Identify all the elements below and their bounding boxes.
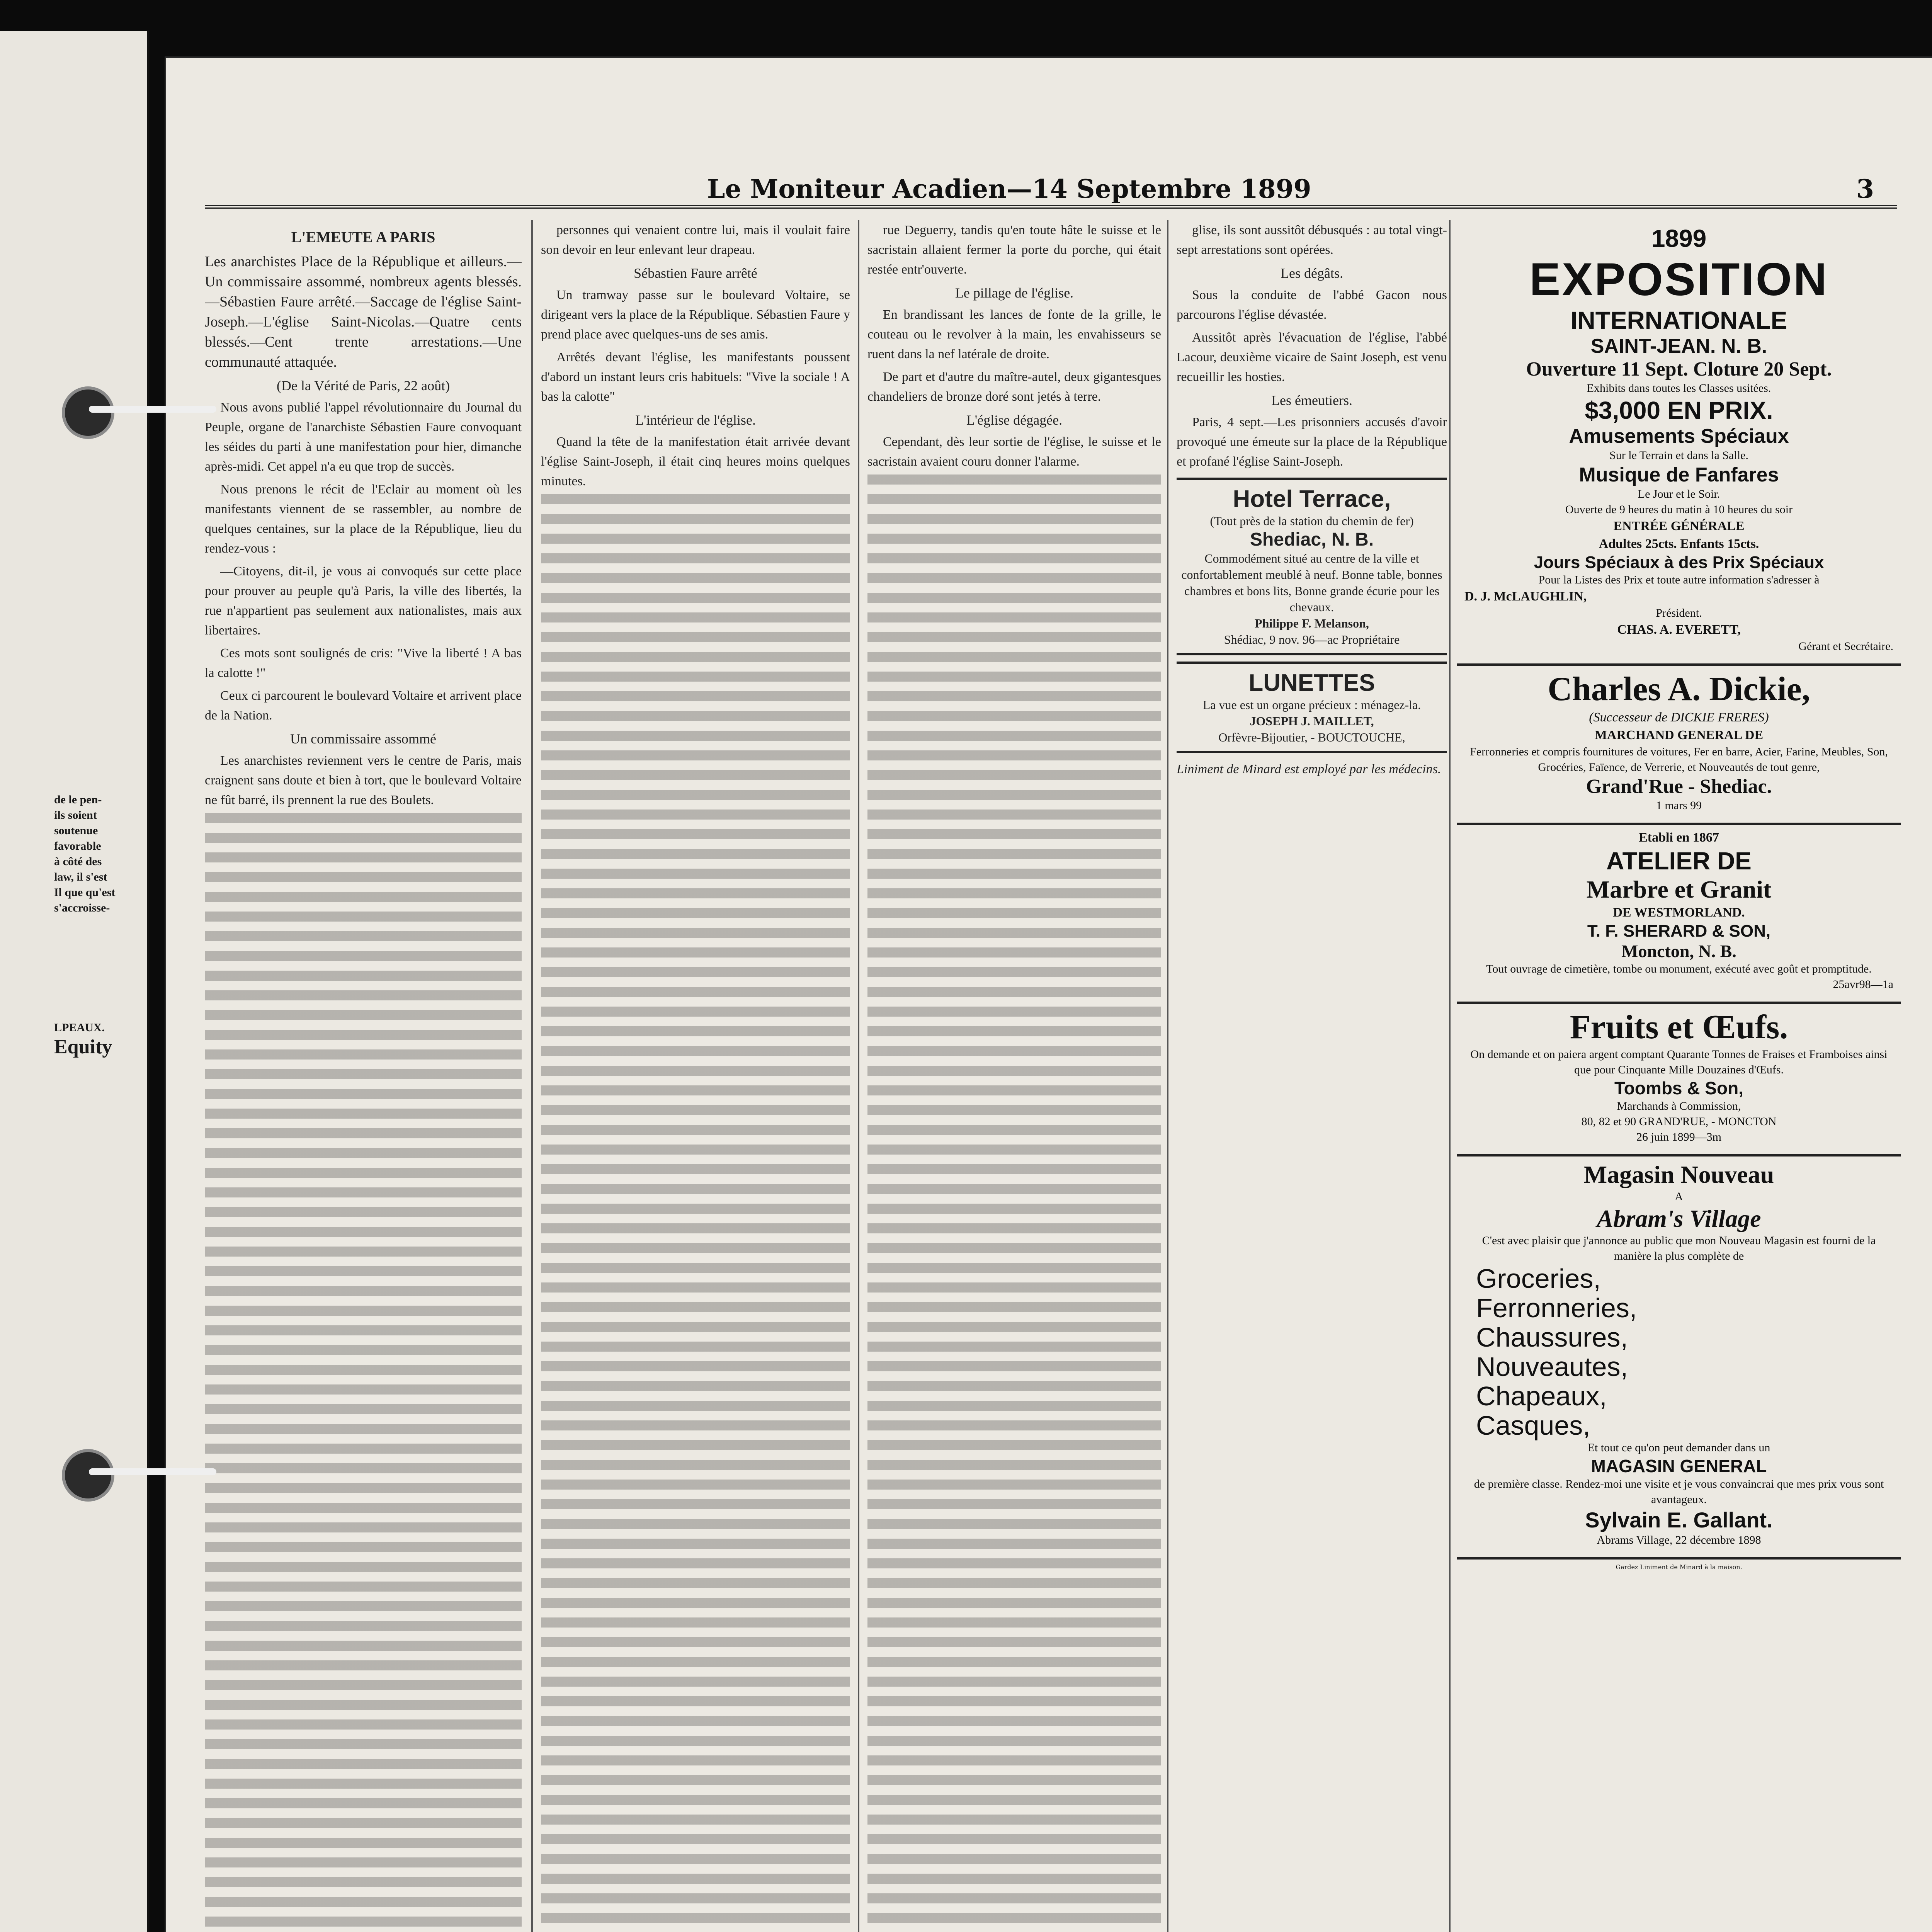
column-rule [1449, 220, 1451, 1932]
ad-text: de première classe. Rendez-moi une visite et je vous convaincrai que mes prix vous sont avantageux. [1474, 1478, 1884, 1506]
goods-item: Chaussures, [1476, 1322, 1628, 1352]
column-rule [1167, 220, 1168, 1932]
ad-title: Charles A. Dickie, [1548, 670, 1810, 708]
paragraph: glise, ils sont aussitôt débusqués : au total vingt-sept arrestations sont opérées. [1177, 223, 1447, 257]
ad-firm: T. F. SHERARD & SON, [1587, 922, 1771, 940]
paragraph: Nous prenons le récit de l'Eclair au moment où les manifestants viennent de se rassembler, au nombre de quelques centaines, sur la place de la République, lieu du rendez-vous : [205, 482, 522, 556]
goods-item: Ferronneries, [1476, 1293, 1637, 1323]
goods-item: Nouveautes, [1476, 1352, 1628, 1382]
ad-owner: Sylvain E. Gallant. [1585, 1508, 1773, 1532]
paragraph: Ceux ci parcourent le boulevard Voltaire et arrivent place de la Nation. [205, 689, 522, 723]
ad-text: Gérant et Secrétaire. [1798, 640, 1893, 653]
paragraph: —Citoyens, dit-il, je vous ai convoqués sur cette place pour prouver au peuple qu'à Paris, la ville des libertés, la rue n'appartient pas seulement aux nationalistes, mais aux libertaires. [205, 564, 522, 638]
paragraph: Sous la conduite de l'abbé Gacon nous parcourons l'église dévastée. [1177, 288, 1447, 322]
subhead: L'église dégagée. [966, 412, 1063, 428]
ad-place: Abram's Village [1597, 1205, 1761, 1232]
page-number: 3 [1856, 174, 1874, 204]
ad-text: Orfèvre-Bijoutier, - BOUCTOUCHE, [1218, 730, 1405, 744]
binder-hole [62, 1449, 114, 1502]
dickie-ad [1457, 666, 1901, 825]
ad-prices: Adultes 25cts. Enfants 15cts. [1599, 537, 1759, 551]
minard-notice: Liniment de Minard est employé par les médecins. [1177, 762, 1441, 776]
paragraph: Cependant, dès leur sortie de l'église, le suisse et le sacristain avaient couru donner l'alarme. [867, 435, 1161, 469]
paragraph: Nous avons publié l'appel révolutionnaire du Journal du Peuple, organe de l'anarchiste Sébastien Faure convoquant les séides du parti à une manifestation pour hier, dimanche après-midi. Cet appel n'a eu que trop de succès. [205, 400, 522, 474]
lunettes-ad [1177, 662, 1447, 753]
ad-text: MARCHAND GENERAL DE [1594, 728, 1764, 742]
binder-ring [89, 406, 216, 413]
adjacent-page-strip [0, 31, 149, 1932]
goods-item: Groceries, [1476, 1264, 1601, 1294]
paragraph: Quand la tête de la manifestation était arrivée devant l'église Saint-Joseph, il était cinq heures moins quelques minutes. [541, 435, 850, 488]
ad-text: Tout ouvrage de cimetière, tombe ou monument, exécuté avec goût et promptitude. [1486, 963, 1872, 975]
ad-text: C'est avec plaisir que j'annonce au public que mon Nouveau Magasin est fourni de la manière la plus complète de [1482, 1234, 1876, 1262]
column-rule [858, 220, 859, 1932]
goods-item: Casques, [1476, 1410, 1590, 1440]
text-lines [205, 813, 522, 1932]
hotel-terrace-ad [1177, 478, 1447, 655]
ad-text: Exhibits dans toutes les Classes usitées. [1587, 382, 1771, 395]
ad-president: D. J. McLAUGHLIN, [1464, 589, 1587, 604]
ad-year: 1899 [1651, 224, 1707, 252]
goods-item: Chapeaux, [1476, 1381, 1607, 1411]
subhead: Le pillage de l'église. [955, 285, 1074, 301]
ad-entry: ENTRÉE GÉNÉRALE [1613, 519, 1745, 533]
ad-address: Grand'Rue - Shediac. [1586, 776, 1772, 798]
ad-special-days: Jours Spéciaux à des Prix Spéciaux [1534, 553, 1824, 572]
exposition-ad [1457, 220, 1901, 666]
ad-amusements: Amusements Spéciaux [1569, 425, 1789, 447]
ad-text: Le Jour et le Soir. [1638, 488, 1720, 500]
ad-prize: $3,000 EN PRIX. [1585, 396, 1773, 424]
ad-text: Ferronneries et compris fournitures de voitures, Fer en barre, Acier, Farine, Meubles, Son, Grocéries, Faïence, de Verrerie, et Nouveautés de tout genre, [1470, 745, 1888, 774]
binder-ring [89, 1468, 216, 1475]
ad-text: La vue est un organe précieux : ménagez-la. [1202, 698, 1421, 712]
ad-date: Shédiac, 9 nov. 96—ac Propriétaire [1224, 633, 1400, 646]
masthead [205, 174, 1897, 209]
advertisement-column [1457, 220, 1901, 1932]
ad-text: Commodément situé au centre de la ville et confortablement meublé à neuf. Bonne table, bonnes chambres et bons lits, Bonne grande écurie pour les chevaux. [1181, 551, 1442, 614]
ad-text: Président. [1656, 607, 1702, 619]
paragraph: Paris, 4 sept.—Les prisonniers accusés d'avoir provoqué une émeute sur la place de la République et profané l'église Saint-Joseph. [1177, 415, 1447, 469]
ad-name: JOSEPH J. MAILLET, [1250, 714, 1374, 728]
ad-text: (Tout près de la station du chemin de fer) [1210, 514, 1414, 528]
ad-date: 25avr98—1a [1833, 978, 1893, 991]
ad-text: Et tout ce qu'on peut demander dans un [1587, 1441, 1770, 1454]
ad-text: DE WESTMORLAND. [1613, 905, 1745, 920]
ad-dates: Ouverture 11 Sept. Cloture 20 Sept. [1526, 358, 1832, 380]
paragraph: Arrêtés devant l'église, les manifestants poussent d'abord un instant leurs cris habituels: "Vive la sociale ! A bas la calotte" [541, 350, 850, 404]
atelier-ad [1457, 825, 1901, 1004]
newspaper-page [166, 58, 1932, 1932]
ad-title: EXPOSITION [1529, 253, 1828, 305]
subhead: Un commissaire assommé [290, 731, 436, 747]
column-3 [867, 220, 1161, 1932]
ad-text: Etabli en 1867 [1639, 830, 1719, 845]
ad-text: Pour la Listes des Prix et toute autre information s'adresser à [1538, 573, 1820, 586]
source-line: (De la Vérité de Paris, 22 août) [276, 378, 450, 393]
ad-subtitle: INTERNATIONALE [1570, 306, 1787, 334]
minard-notice: Gardez Liniment de Minard à la maison. [1616, 1563, 1742, 1571]
paragraph: Un tramway passe sur le boulevard Voltaire, se dirigeant vers la place de la République. Sébastien Faure y prend place avec quelques-uns de ses amis. [541, 288, 850, 342]
ad-secretary: CHAS. A. EVERETT, [1617, 622, 1741, 637]
ad-place: SAINT-JEAN. N. B. [1590, 335, 1767, 357]
column-4 [1177, 220, 1447, 1932]
column-2 [541, 220, 850, 1932]
ad-address: 80, 82 et 90 GRAND'RUE, - MONCTON [1581, 1115, 1777, 1128]
ad-store: MAGASIN GENERAL [1591, 1456, 1767, 1476]
fragment-3: Equity [54, 1036, 112, 1058]
column-1 [205, 220, 522, 1932]
subhead: Les émeutiers. [1271, 393, 1352, 408]
binder-hole [62, 386, 114, 439]
ad-text: A [1675, 1190, 1683, 1203]
ad-date: Abrams Village, 22 décembre 1898 [1597, 1534, 1761, 1546]
ad-date: 1 mars 99 [1656, 799, 1702, 812]
column-rule [531, 220, 533, 1932]
text-lines [867, 474, 1161, 1932]
subhead: Sébastien Faure arrêté [634, 265, 757, 281]
ad-title: Marbre et Granit [1586, 876, 1772, 903]
masthead-title: Le Moniteur Acadien—14 Septembre 1899 [707, 174, 1311, 204]
ad-text: Marchands à Commission, [1617, 1100, 1741, 1112]
subhead: Les dégâts. [1281, 265, 1343, 281]
paragraph: En brandissant les lances de fonte de la grille, le couteau ou le revolver à la main, les envahisseurs se ruent dans la nef latérale de droite. [867, 308, 1161, 361]
ad-music: Musique de Fanfares [1579, 464, 1779, 486]
lead-paragraph: Les anarchistes Place de la République et ailleurs.—Un commissaire assommé, nombreux agents blessés.—Sébastien Faure arrêté.—Saccage de l'église Saint-Joseph.—L'église Saint-Nicolas.—Quatre cents blessés.—Cent trente arrestations.—Une communauté attaquée. [205, 253, 522, 370]
ad-text: Sur le Terrain et dans la Salle. [1609, 449, 1748, 462]
fragment-2: LPEAUX. [54, 1021, 105, 1034]
paragraph: De part et d'autre du maître-autel, deux gigantesques chandeliers de bronze doré sont jetés à terre. [867, 370, 1161, 404]
text-lines [541, 494, 850, 1932]
headline: L'EMEUTE A PARIS [291, 228, 435, 246]
paragraph: personnes qui venaient contre lui, mais il voulait faire son devoir en leur enlevant leur drapeau. [541, 223, 850, 257]
ad-town: Shediac, N. B. [1250, 529, 1374, 550]
ad-title: LUNETTES [1248, 670, 1375, 696]
ad-title: Fruits et Œufs. [1570, 1009, 1788, 1046]
fragment-1: de le pen- ils soient soutenue favorable à côté des law, il s'est Il que qu'est s'accroisse- [54, 793, 116, 914]
paragraph: Les anarchistes reviennent vers le centre de Paris, mais craignent sans doute et bien à tort, que le boulevard Voltaire ne fût barré, ils prennent la rue des Boulets. [205, 753, 522, 807]
ad-date: 26 juin 1899—3m [1636, 1131, 1721, 1143]
magasin-ad [1457, 1156, 1901, 1560]
paragraph: rue Deguerry, tandis qu'en toute hâte le suisse et le sacristain allaient fermer la porte du porche, qui était restée entr'ouverte. [867, 223, 1161, 277]
ad-text: On demande et on paiera argent comptant Quarante Tonnes de Fraises et Framboises ainsi que pour Cinquante Mille Douzaines d'Œufs. [1470, 1048, 1888, 1076]
ad-hours: Ouverte de 9 heures du matin à 10 heures du soir [1565, 503, 1793, 516]
ad-text: (Successeur de DICKIE FRERES) [1589, 710, 1769, 724]
ad-title: Hotel Terrace, [1233, 486, 1391, 512]
ad-title: ATELIER DE [1606, 847, 1752, 875]
ad-town: Moncton, N. B. [1621, 941, 1736, 961]
ad-title: Magasin Nouveau [1583, 1161, 1774, 1188]
paragraph: Ces mots sont soulignés de cris: "Vive la liberté ! A bas la calotte !" [205, 646, 522, 680]
subhead: L'intérieur de l'église. [635, 412, 756, 428]
fruits-ad [1457, 1004, 1901, 1156]
ad-owner: Philippe F. Melanson, [1255, 616, 1369, 630]
ad-firm: Toombs & Son, [1614, 1078, 1743, 1098]
paragraph: Aussitôt après l'évacuation de l'église, l'abbé Lacour, deuxième vicaire de Saint Joseph, est venu recueillir les hosties. [1177, 330, 1447, 384]
